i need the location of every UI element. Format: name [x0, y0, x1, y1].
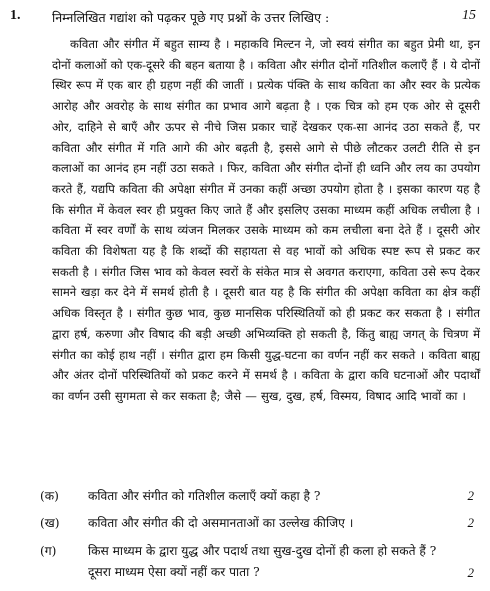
sub-question-label: (ग)	[40, 544, 57, 558]
sub-question-text: कविता और संगीत को गतिशील कलाएँ क्यों कहा है ?	[88, 489, 321, 503]
passage-text: कविता और संगीत में बहुत साम्य है । महाकवि मिल्टन ने, जो स्वयं संगीत का बहुत प्रेमी था, इन दोनों कलाओं को एक-दूसरे की बहन बताया है । कविता और संगीत दोनों गतिशील कलाएँ हैं । ये दोनों स्थिर रूप में एक बार ही ग्रहण नहीं की जातीं । प्रत्येक पंक्ति के साथ कविता का और स्वर के प्रत्येक आरोह और अवरोह के साथ संगीत का प्रभाव आगे बढ़ता है । एक चित्र को हम एक ओर से दूसरी ओर, दाहिने से बाएँ और ऊपर से नीचे जिस प्रकार चाहें देखकर एक-सा आनंद उठा सकते हैं, पर कविता और संगीत में गति आगे की ओर बढ़ती है, इससे आगे से पीछे लौटकर उलटी रीति से इन कलाओं का आनंद हम नहीं उठा सकते । फिर, कविता और संगीत दोनों ही ध्वनि और लय का उपयोग करते हैं, यद्यपि कविता की अपेक्षा संगीत में उनका कहीं अच्छा उपयोग होता है । इसका कारण यह है कि संगीत में केवल स्वर ही प्रयुक्त किए जाते हैं और इसलिए उसका माध्यम कहीं अधिक लचीला है । कविता में स्वर वर्णों के साथ व्यंजन मिलकर उसके माध्यम को कम लचीला बना देते हैं । दूसरी ओर कविता की विशेषता यह है कि शब्दों की सहायता से वह भावों को अधिक स्पष्ट रूप से प्रकट कर सकती है । संगीत जिस भाव को केवल स्वरों के संकेत मात्र से अवगत कराएगा, कविता उसे रूप देकर सामने खड़ा कर देने में समर्थ होती है । दूसरी बात यह है कि संगीत की अपेक्षा कविता का क्षेत्र कहीं अधिक विस्तृत है । संगीत कुछ भाव, कुछ मानसिक परिस्थितियों को ही प्रकट कर सकता है । संगीत द्वारा हर्ष, करुणा और विषाद की बड़ी अच्छी अभिव्यक्ति हो सकती है, किंतु बाह्य जगत् के चित्रण में संगीत का कोई हाथ नहीं । संगीत द्वारा हम किसी युद्ध-घटना का वर्णन नहीं कर सकते । कविता बाह्य और अंतर दोनों परिस्थितियों को प्रकट करने में समर्थ है । कविता के द्वारा कवि घटनाओं और पदार्थों का वर्णन उसी सुगमता से कर सकता है; जैसे — सुख, दुख, हर्ष, विस्मय, विषाद आदि भावों का ।	[52, 37, 480, 403]
question-instruction: निम्नलिखित गद्यांश को पढ़कर पूछे गए प्रश्नों के उत्तर लिखिए :	[52, 10, 330, 25]
sub-question-marks: 2	[467, 515, 474, 530]
total-marks: 15	[462, 8, 476, 23]
sub-question-label: (ख)	[40, 516, 60, 530]
sub-question-text: किस माध्यम के द्वारा युद्ध और पदार्थ तथा सुख-दुख दोनों ही कला हो सकते हैं ? दूसरा माध्यम ऐसा क्यों नहीं कर पाता ?	[88, 544, 437, 579]
sub-question-label: (क)	[40, 489, 59, 503]
sub-question-marks: 2	[467, 565, 474, 580]
question-number: 1.	[10, 8, 21, 23]
sub-question-text: कविता और संगीत की दो असमानताओं का उल्लेख कीजिए ।	[88, 516, 354, 530]
sub-question-marks: 2	[467, 488, 474, 503]
